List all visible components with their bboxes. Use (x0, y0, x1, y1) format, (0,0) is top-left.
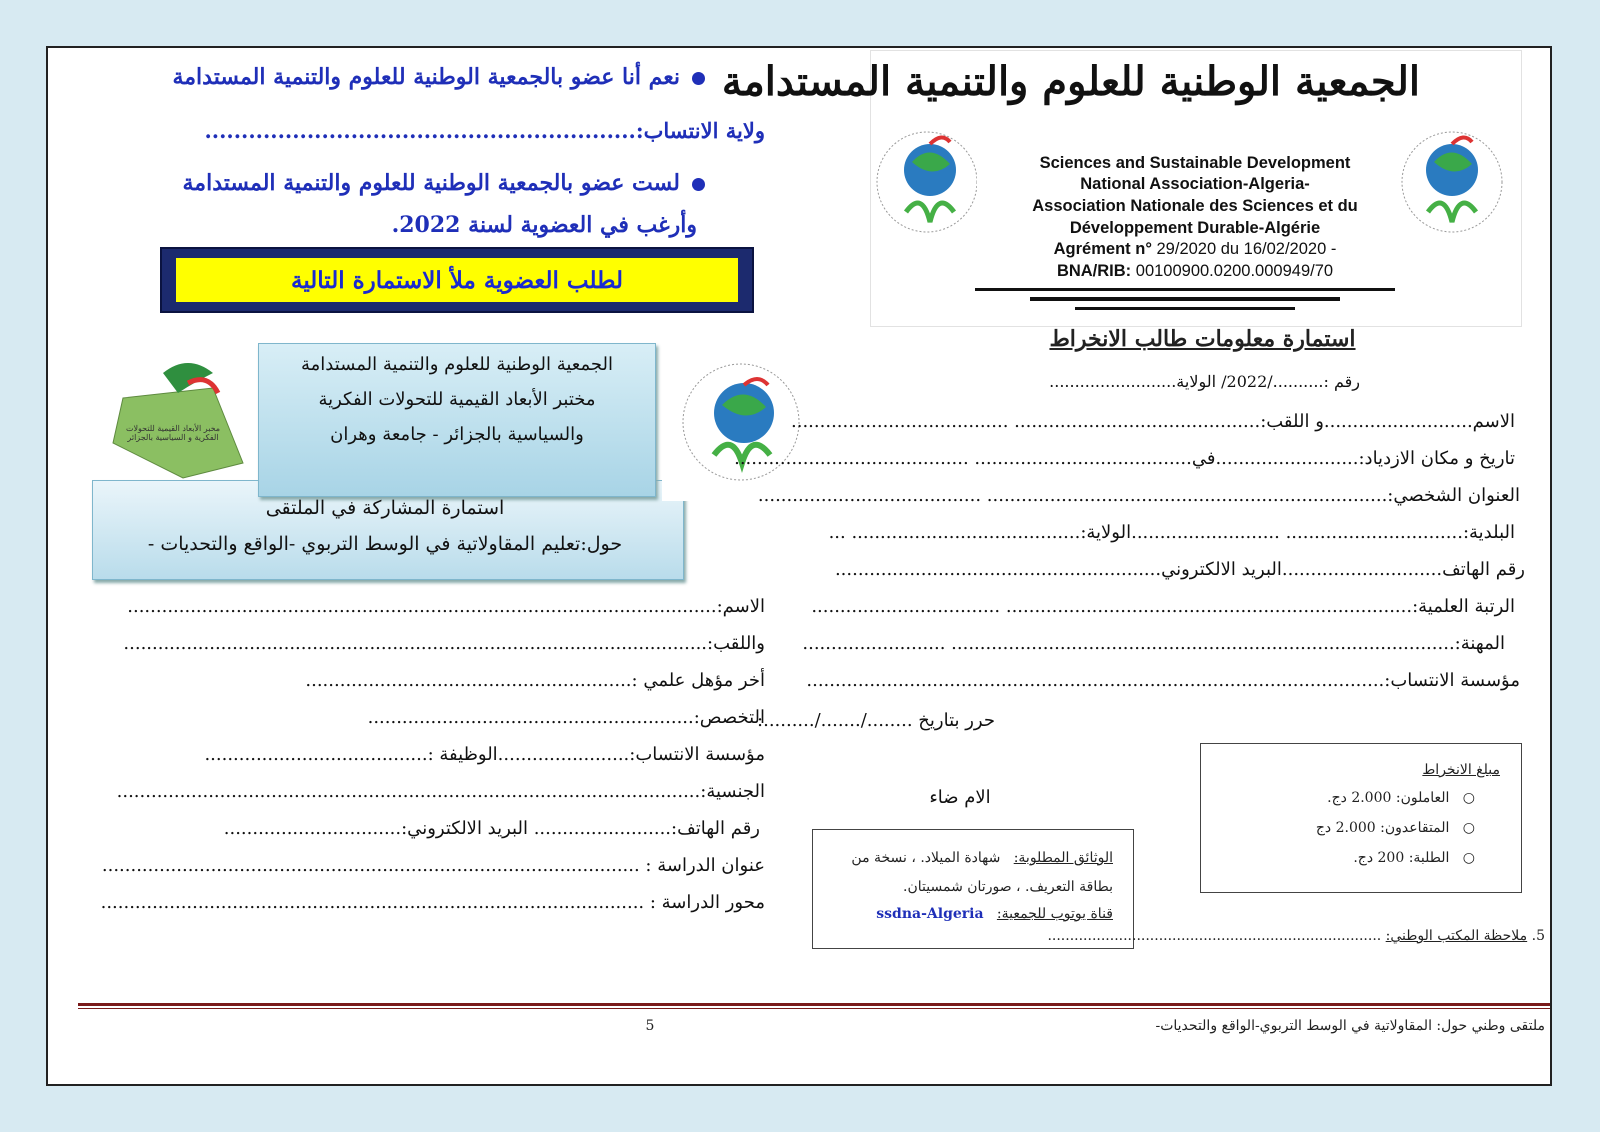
membership-year-line: وأرغب في العضوية لسنة 2022. (391, 212, 697, 238)
letterhead-en-line-2: National Association-Algeria- (1080, 175, 1310, 193)
card-line-3: والسياسية بالجزائر - جامعة وهران (330, 424, 584, 445)
membership-rank-field[interactable]: الرتبة العلمية:....................................................................... ................................. (811, 596, 1515, 617)
page-number: 5 (645, 1018, 655, 1034)
association-arabic-title: الجمعية الوطنية للعلوم والتنمية المستدامة (721, 58, 1420, 105)
membership-name-field[interactable]: الاسم..........................و اللقب:........................................... ...................................... (791, 411, 1515, 432)
participation-study-title-field[interactable]: عنوان الدراسة : .............................................................................................. (101, 855, 765, 876)
participation-form-title: استمارة المشاركة في الملتقى (265, 497, 505, 519)
wilaya-line: ولاية الانتساب:........................................................... (204, 118, 765, 143)
letterhead-fr-line-1: Association Nationale des Sciences et du (1032, 197, 1358, 215)
membership-cta-box (160, 247, 754, 313)
bullet-icon (692, 178, 705, 191)
footer-text: ملتقى وطني حول: المقاولاتية في الوسط التربوي-الواقع والتحديات- (1155, 1018, 1545, 1034)
letterhead-en-line-1: Sciences and Sustainable Development (1039, 154, 1351, 172)
card-line-2: مختبر الأبعاد القيمية للتحولات الفكرية (318, 389, 596, 410)
participation-phone-email-field[interactable]: رقم الهاتف:........................ البريد الالكتروني:............................... (223, 818, 760, 839)
membership-profession-field[interactable]: المهنة:........................................................................................ ......................... (802, 633, 1505, 654)
card-line-1: الجمعية الوطنية للعلوم والتنمية المستدامة (301, 354, 613, 375)
participation-surname-field[interactable]: واللقب:...................................................................................................... (123, 633, 765, 654)
national-office-note[interactable]: 5. ملاحظة المكتب الوطني: ........................................................................... (1047, 928, 1545, 944)
membership-address-field[interactable]: العنوان الشخصي:...................................................................... ....................................... (757, 485, 1520, 506)
membership-form-title: استمارة معلومات طالب الانخراط (1049, 326, 1356, 352)
membership-option-yes[interactable]: نعم أنا عضو بالجمعية الوطنية للعلوم والتنمية المستدامة (105, 64, 705, 90)
membership-phone-email-field[interactable]: رقم الهاتف............................البريد الالكتروني......................................................... (834, 559, 1525, 580)
membership-municipality-field[interactable]: البلدية:............................... ..........................الولاية:........................................ ... (828, 522, 1515, 543)
participation-institution-field[interactable]: مؤسسة الانتساب:.......................الوظيفة :....................................... (204, 744, 765, 765)
letterhead-bna: BNA/RIB: 00100900.0200.000949/70 (1056, 262, 1334, 280)
fees-title: مبلغ الانخراط (1422, 762, 1500, 778)
signature-label: الام ضاء (929, 787, 991, 808)
participation-nationality-field[interactable]: الجنسية:...................................................................................................... (116, 781, 765, 802)
membership-institution-field[interactable]: مؤسسة الانتساب:..................................................................................................... (806, 670, 1520, 691)
map-caption: مخبر الأبعاد القيمية للتحولات الفكرية و السياسية بالجزائر (125, 424, 221, 442)
fee-item: ○ المتقاعدون: 2.000 دج (1315, 820, 1475, 836)
conference-topic: حول:تعليم المقاولاتية في الوسط التربوي -الواقع والتحديات - (147, 533, 623, 555)
letterhead-fr-line-2: Développement Durable-Algérie (1069, 219, 1321, 237)
footer-rule-thin (78, 1008, 1550, 1009)
membership-cta-text: لطلب العضوية ملأ الاستمارة التالية (290, 266, 623, 294)
fee-item: ○ العاملون: 2.000 دج. (1327, 790, 1475, 806)
membership-number-line[interactable]: رقم :........../2022/ الولاية......................... (1049, 372, 1360, 391)
footer-rule (78, 1003, 1550, 1006)
bullet-icon (692, 72, 705, 85)
participation-name-field[interactable]: الاسم:....................................................................................................... (127, 596, 765, 617)
participation-qualification-field[interactable]: أخر مؤهل علمي :......................................................... (305, 670, 765, 691)
youtube-channel-link[interactable]: ssdna-Algeria (876, 906, 984, 922)
youtube-line: قناة يوتوب للجمعية: ssdna-Algeria (876, 906, 1113, 922)
participation-study-axis-field[interactable]: محور الدراسة : ............................................................................................... (100, 892, 765, 913)
letterhead-agrement: Agrément n° 29/2020 du 16/02/2020 - (1053, 240, 1337, 258)
documents-line-1: الوثائق المطلوبة: شهادة الميلاد. ، نسخة من (851, 850, 1113, 866)
algeria-map-logo-icon (93, 343, 253, 483)
participation-specialty-field[interactable]: التخصص:......................................................... (367, 707, 765, 728)
membership-option-no[interactable]: لست عضو بالجمعية الوطنية للعلوم والتنمية المستدامة (118, 170, 705, 196)
fee-item: ○ الطلبة: 200 دج. (1353, 850, 1475, 866)
membership-birth-field[interactable]: تاريخ و مكان الازدياد:.........................في...................................... ......................................... (734, 448, 1515, 469)
documents-line-2: بطاقة التعريف. ، صورتان شمسيتان. (903, 879, 1113, 895)
membership-date-field[interactable]: حرر بتاريخ ......../......./.........: (757, 710, 995, 731)
